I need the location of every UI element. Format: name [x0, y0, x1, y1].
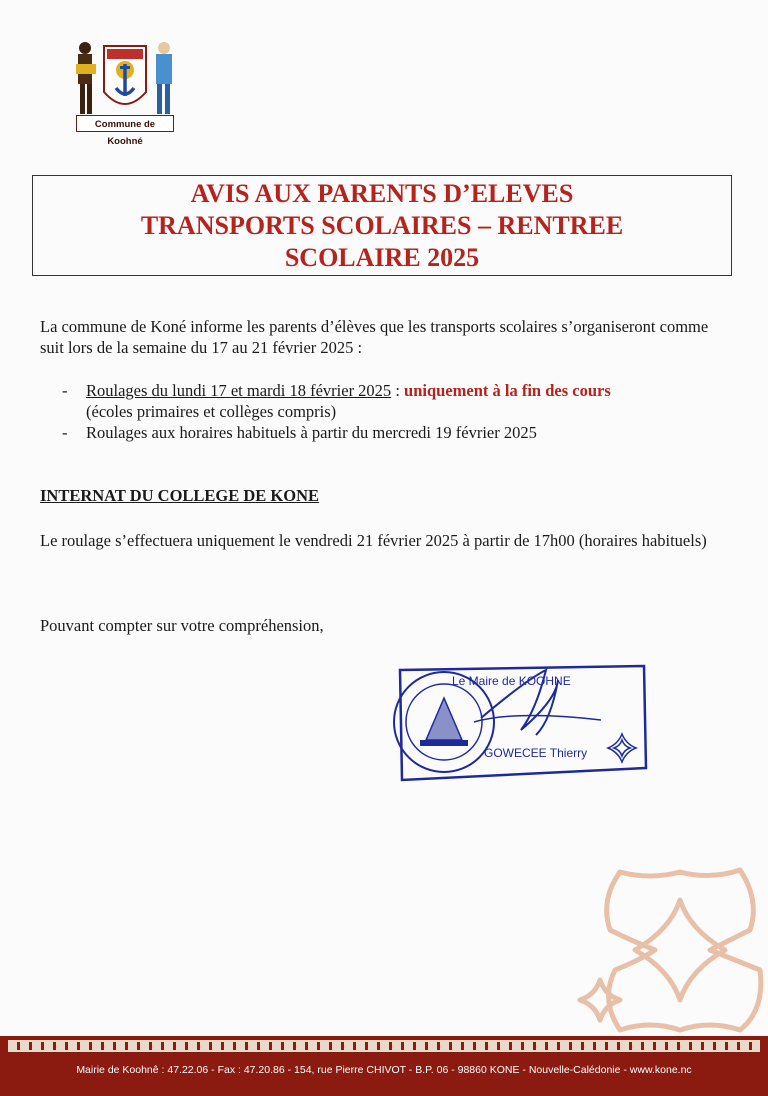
logo-caption: Commune de Koohné [76, 115, 174, 132]
title-line-1: AVIS AUX PARENTS D’ELEVES [190, 178, 574, 208]
closing-sentence: Pouvant compter sur votre compréhension, [40, 616, 324, 635]
mayor-stamp [386, 660, 654, 784]
stamp-signatory-title: Le Maire de KOOHNE [452, 674, 571, 688]
roulage-list [62, 380, 722, 443]
list-item [62, 422, 722, 443]
document-title [92, 178, 672, 274]
decorative-star-icon [560, 860, 768, 1040]
bullet-1-separator: : [391, 381, 405, 400]
bullet-1-dates: Roulages du lundi 17 et mardi 18 février 2025 [86, 381, 392, 400]
internat-paragraph: Le roulage s’effectuera uniquement le vendredi 21 février 2025 à partir de 17h00 (horaires habituels) [40, 531, 707, 550]
footer-pattern [8, 1040, 760, 1052]
bullet-2-text: Roulages aux horaires habituels à partir du mercredi 19 février 2025 [86, 423, 537, 442]
bullet-1-note: (écoles primaires et collèges compris) [86, 402, 337, 421]
list-item [62, 380, 722, 422]
title-line-2: TRANSPORTS SCOLAIRES – RENTREE [140, 210, 624, 240]
stamp-signatory-name: GOWECEE Thierry [484, 746, 588, 760]
footer-contact: Mairie de Koohnê : 47.22.06 - Fax : 47.20.86 - 154, rue Pierre CHIVOT - B.P. 06 - 98860 KONE - Nouvelle-Calédonie - www.kone.nc [76, 1064, 692, 1076]
title-line-3: SCOLAIRE 2025 [284, 242, 480, 272]
bullet-1-highlight: uniquement à la fin des cours [404, 381, 611, 400]
title-box [32, 175, 732, 276]
intro-paragraph: La commune de Koné informe les parents d’élèves que les transports scolaires s’organiseront comme suit lors de la semaine du 17 au 21 février 2025 : [40, 317, 709, 357]
internat-heading: INTERNAT DU COLLEGE DE KONE [40, 486, 320, 505]
